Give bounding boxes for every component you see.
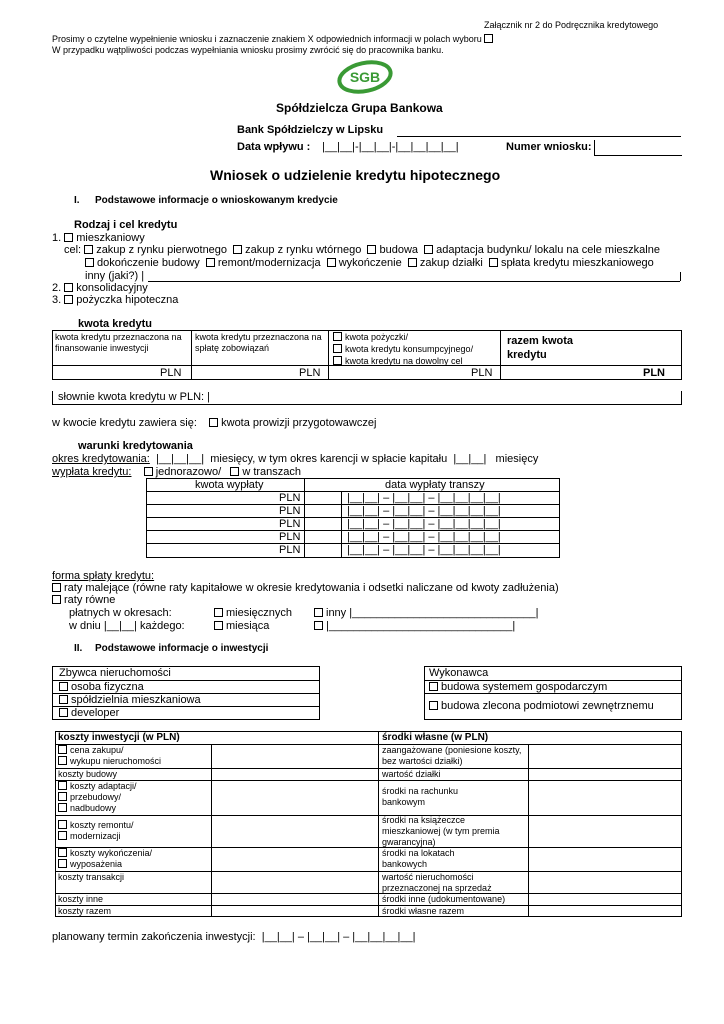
contractor-option: budowa zlecona podmiotowi zewnętrznemu bbox=[429, 700, 654, 713]
checkbox-payout-once[interactable] bbox=[144, 467, 153, 476]
cost-total: koszty razem bbox=[58, 906, 112, 916]
tranche-date-field[interactable]: |__|__| – |__|__| – |__|__|__|__| bbox=[347, 531, 501, 543]
includes-row: w kwocie kredytu zawiera się: kwota prowizji przygotowawczej bbox=[52, 417, 377, 429]
option-2: 2. konsolidacyjny bbox=[52, 282, 148, 294]
checkbox-purpose[interactable] bbox=[327, 258, 336, 267]
own-engaged: zaangażowane (poniesione koszty, bez wartości działki) bbox=[382, 745, 522, 766]
checkbox-seller[interactable] bbox=[59, 708, 68, 717]
checkbox-cost[interactable] bbox=[58, 745, 67, 754]
type-heading: Rodzaj i cel kredytu bbox=[74, 219, 178, 231]
number-label: Numer wniosku: bbox=[506, 141, 592, 153]
day-field[interactable]: |__|__| bbox=[103, 620, 137, 632]
words-label: słownie kwota kredytu w PLN: | bbox=[58, 391, 211, 403]
tranche-currency: PLN bbox=[279, 505, 301, 517]
cost-finishing: koszty wykończenia/ wyposażenia bbox=[58, 848, 152, 870]
own-plot: wartość działki bbox=[382, 769, 441, 779]
seller-option: spółdzielnia mieszkaniowa bbox=[59, 694, 201, 707]
checkbox-purpose[interactable] bbox=[367, 245, 376, 254]
checkbox-cost[interactable] bbox=[58, 781, 67, 790]
own-heading: środki własne (w PLN) bbox=[382, 732, 489, 743]
cost-purchase: cena zakupu/ wykupu nieruchomości bbox=[58, 745, 161, 767]
repay-label: forma spłaty kredytu: bbox=[52, 570, 155, 582]
currency-2: PLN bbox=[299, 367, 321, 379]
tranche-currency: PLN bbox=[279, 544, 301, 556]
cost-transaction: koszty transakcji bbox=[58, 872, 125, 882]
purpose-other-label: inny (jaki?) | bbox=[85, 270, 145, 282]
currency-3: PLN bbox=[471, 367, 493, 379]
checkbox-cost[interactable] bbox=[58, 848, 67, 857]
checkbox-cost[interactable] bbox=[58, 820, 67, 829]
section1-heading: Podstawowe informacje o wnioskowanym kredycie bbox=[95, 195, 338, 206]
checkbox-purpose[interactable] bbox=[85, 258, 94, 267]
checkbox-cost[interactable] bbox=[58, 859, 67, 868]
day-other bbox=[314, 620, 515, 633]
checkbox-cost[interactable] bbox=[58, 756, 67, 765]
checkbox-purpose[interactable] bbox=[233, 245, 242, 254]
cost-construction: koszty budowy bbox=[58, 769, 118, 779]
seller-heading: Zbywca nieruchomości bbox=[59, 667, 171, 679]
instruction-line-2: W przypadku wątpliwości podczas wypełniania wniosku prosimy zwrócić się do pracownika banku. bbox=[52, 45, 444, 55]
cost-other: koszty inne bbox=[58, 894, 104, 904]
checkbox-repay-decreasing[interactable] bbox=[52, 583, 61, 592]
bank-name: Bank Spółdzielczy w Lipsku bbox=[237, 124, 384, 136]
grace-field[interactable]: |__|__| bbox=[453, 453, 487, 465]
costs-heading: koszty inwestycji (w PLN) bbox=[58, 732, 180, 743]
cost-adaptation: koszty adaptacji/ przebudowy/ nadbudowy bbox=[58, 781, 137, 814]
currency-4: PLN bbox=[643, 367, 665, 379]
tranche-col-date: data wypłaty transzy bbox=[385, 479, 485, 491]
attachment-note: Załącznik nr 2 do Podręcznika kredytowego bbox=[484, 20, 659, 30]
completion-date-field[interactable]: |__|__| – |__|__| – |__|__|__|__| bbox=[261, 931, 416, 943]
org-name: Spółdzielcza Grupa Bankowa bbox=[276, 101, 443, 115]
own-bank-account: środki na rachunku bankowym bbox=[382, 786, 459, 807]
checkbox-purpose[interactable] bbox=[489, 258, 498, 267]
option-3: 3. pożyczka hipoteczna bbox=[52, 294, 179, 306]
day-month: miesiąca bbox=[214, 620, 269, 633]
date-label: Data wpływu : bbox=[237, 141, 311, 153]
checkbox-purpose[interactable] bbox=[424, 245, 433, 254]
own-total: środki własne razem bbox=[382, 906, 465, 916]
instruction-line-1: Prosimy o czytelne wypełnienie wniosku i zaznaczenie znakiem X odpowiednich informacji w polach wyboru bbox=[52, 34, 496, 44]
checkbox-payout-tranches[interactable] bbox=[230, 467, 239, 476]
option-1: 1. mieszkaniowy bbox=[52, 232, 145, 244]
own-property-sale: wartość nieruchomości przeznaczonej na sprzedaż bbox=[382, 872, 492, 893]
purpose-row-2: dokończenie budowy remont/modernizacja wykończenie zakup działki spłata kredytu mieszkaniowego bbox=[85, 257, 654, 270]
tranche-currency: PLN bbox=[279, 531, 301, 543]
purpose-other-field[interactable] bbox=[148, 281, 680, 282]
tranche-date-field[interactable]: |__|__| – |__|__| – |__|__|__|__| bbox=[347, 518, 501, 530]
checkbox-cost[interactable] bbox=[58, 792, 67, 801]
checkbox-cost[interactable] bbox=[58, 831, 67, 840]
checkbox-amount-type[interactable] bbox=[333, 332, 342, 341]
section1-num: I. bbox=[74, 195, 80, 206]
tranche-date-field[interactable]: |__|__| – |__|__| – |__|__|__|__| bbox=[347, 544, 501, 556]
amount-heading: kwota kredytu bbox=[78, 318, 152, 330]
cost-renovation: koszty remontu/ modernizacji bbox=[58, 820, 134, 842]
own-other: środki inne (udokumentowane) bbox=[382, 894, 506, 904]
checkbox-month[interactable] bbox=[214, 621, 223, 630]
checkbox-commission[interactable] bbox=[209, 418, 218, 427]
currency-1: PLN bbox=[160, 367, 182, 379]
checkbox-konsolidacyjny[interactable] bbox=[64, 283, 73, 292]
example-checkbox bbox=[484, 34, 493, 43]
section2-heading: Podstawowe informacje o inwestycji bbox=[95, 643, 269, 654]
purpose-row-1: cel: zakup z rynku pierwotnego zakup z rynku wtórnego budowa adaptacja budynku/ lokalu na cele mieszkalne bbox=[64, 244, 660, 256]
checkbox-contractor[interactable] bbox=[429, 701, 438, 710]
checkbox-mieszkaniowy[interactable] bbox=[64, 233, 73, 242]
day-row: w dniu |__|__| każdego: bbox=[69, 620, 185, 632]
own-deposits: środki na lokatach bankowych bbox=[382, 848, 455, 869]
completion-row: planowany termin zakończenia inwestycji: |__|__| – |__|__| – |__|__|__|__| bbox=[52, 931, 416, 943]
period-row: okres kredytowania: |__|__|__| miesięcy, w tym okres karencji w spłacie kapitału |__|__| miesięcy bbox=[52, 453, 539, 465]
repay-option-1: raty malejące (równe raty kapitałowe w okresie kredytowania i odsetki naliczane od kwoty zadłużenia) bbox=[52, 582, 559, 595]
contractor-heading: Wykonawca bbox=[429, 667, 489, 679]
checkbox-seller[interactable] bbox=[59, 682, 68, 691]
period-field[interactable]: |__|__|__| bbox=[155, 453, 205, 465]
tranche-col-amount: kwota wypłaty bbox=[195, 479, 264, 491]
svg-text:SGB: SGB bbox=[349, 69, 381, 85]
amount-col-invest: kwota kredytu przeznaczona na finansowanie inwestycji bbox=[55, 332, 182, 353]
amount-col-total: razem kwota kredytu bbox=[507, 335, 574, 361]
own-housing-book: środki na książeczce mieszkaniowej (w tym premia gwarancyjna) bbox=[382, 815, 500, 847]
checkbox-seller[interactable] bbox=[59, 695, 68, 704]
checkbox-purpose[interactable] bbox=[84, 245, 93, 254]
tranche-date-field[interactable]: |__|__| – |__|__| – |__|__|__|__| bbox=[347, 505, 501, 517]
checkbox-pozyczka[interactable] bbox=[64, 295, 73, 304]
amount-col-debts: kwota kredytu przeznaczona na spłatę zobowiązań bbox=[195, 332, 322, 353]
tranche-date-field[interactable]: |__|__| – |__|__| – |__|__|__|__| bbox=[347, 492, 501, 504]
payout-row: wypłata kredytu: jednorazowo/ w transzach bbox=[52, 466, 302, 478]
number-field[interactable] bbox=[594, 140, 682, 156]
amount-col-loan: kwota pożyczki/ kwota kredytu konsumpcyjnego/ kwota kredytu na dowolny cel bbox=[333, 331, 473, 367]
checkbox-purpose[interactable] bbox=[206, 258, 215, 267]
checkbox-amount-type[interactable] bbox=[333, 344, 342, 353]
checkbox-amount-type[interactable] bbox=[333, 356, 342, 365]
periods-other: inny |______________________________| bbox=[314, 607, 539, 620]
checkbox-purpose[interactable] bbox=[408, 258, 417, 267]
repay-option-2: raty równe bbox=[52, 594, 115, 607]
tranche-currency: PLN bbox=[279, 492, 301, 504]
checkbox-other-period[interactable] bbox=[314, 608, 323, 617]
conditions-heading: warunki kredytowania bbox=[78, 440, 193, 452]
contractor-option: budowa systemem gospodarczym bbox=[429, 681, 607, 694]
checkbox-repay-equal[interactable] bbox=[52, 595, 61, 604]
checkbox-contractor[interactable] bbox=[429, 682, 438, 691]
periods-monthly: miesięcznych bbox=[214, 607, 292, 620]
seller-option: developer bbox=[59, 707, 119, 720]
tranche-currency: PLN bbox=[279, 518, 301, 530]
other-period-field[interactable]: |______________________________| bbox=[349, 607, 539, 619]
section2-num: II. bbox=[74, 643, 83, 654]
date-field[interactable]: |__|__|-|__|__|-|__|__|__|__| bbox=[322, 141, 459, 153]
checkbox-monthly[interactable] bbox=[214, 608, 223, 617]
checkbox-other-day[interactable] bbox=[314, 621, 323, 630]
sgb-logo bbox=[336, 58, 394, 96]
checkbox-cost[interactable] bbox=[58, 803, 67, 812]
other-day-field[interactable]: |______________________________| bbox=[326, 620, 516, 632]
page-title: Wniosek o udzielenie kredytu hipotecznego bbox=[210, 167, 501, 183]
seller-option: osoba fizyczna bbox=[59, 681, 144, 694]
periods-label: płatnych w okresach: bbox=[69, 607, 172, 619]
